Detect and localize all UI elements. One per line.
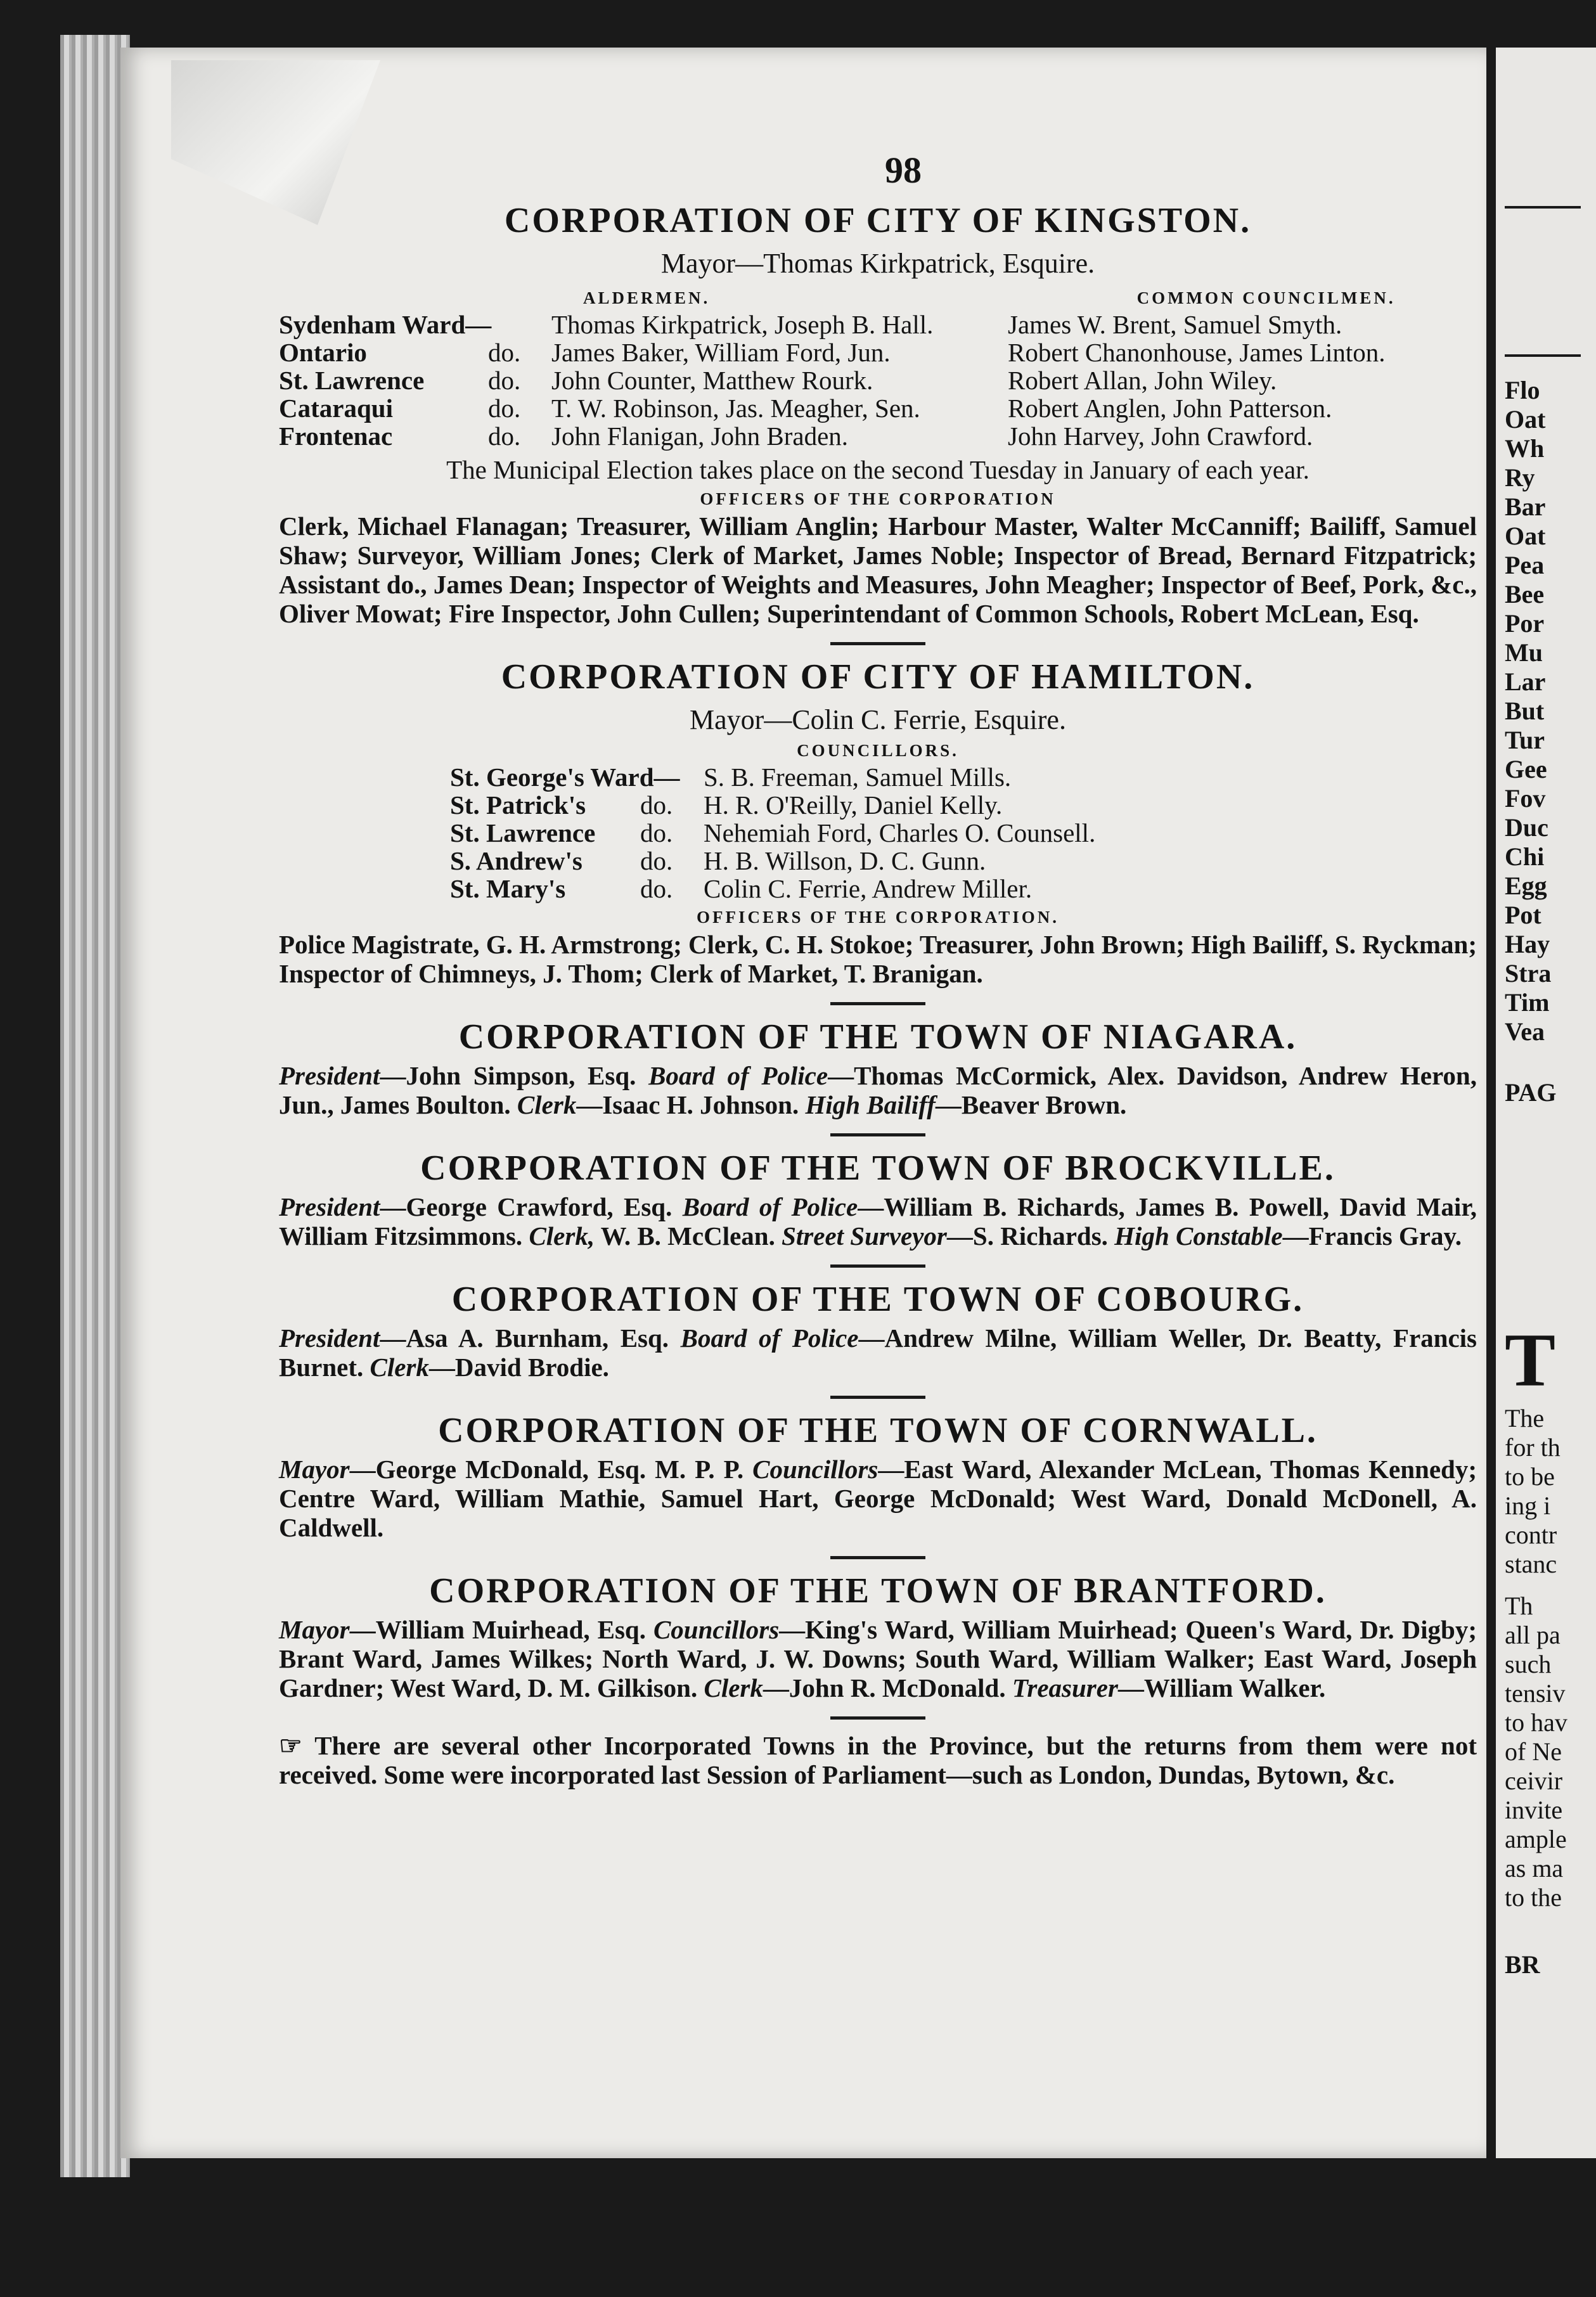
clerk-value: —Isaac H. Johnson. [576, 1090, 799, 1119]
cornwall-section [279, 1410, 1477, 1542]
councilmen-names: Robert Anglen, John Patterson. [1008, 394, 1332, 423]
brockville-section [279, 1148, 1477, 1251]
kingston-wards-table [279, 311, 1477, 450]
list-item: Ry [1505, 463, 1535, 492]
list-item: as ma [1505, 1854, 1564, 1882]
aldermen-names: T. W. Robinson, Jas. Meagher, Sen. [551, 394, 920, 423]
aldermen-names: Thomas Kirkpatrick, Joseph B. Hall. [551, 310, 934, 339]
section-divider [830, 1002, 925, 1005]
ditto: do. [488, 338, 521, 367]
clerk-label: Clerk [704, 1673, 763, 1702]
clerk-label: Clerk, [529, 1221, 595, 1251]
list-item: to hav [1505, 1708, 1567, 1737]
board-value: —Thomas McCormick, Alex. Davidson, Andrew Heron, Jun., James Boulton. [279, 1061, 1477, 1119]
ward-name: Cataraqui [279, 394, 393, 423]
list-item: Fov [1505, 784, 1546, 813]
ward-name: St. Lawrence [450, 818, 596, 847]
list-item: tensiv [1505, 1679, 1566, 1708]
list-item: Th [1505, 1592, 1533, 1620]
list-item: invite [1505, 1796, 1563, 1824]
board-value: —Andrew Milne, William Weller, Dr. Beatty, Francis Burnet. [279, 1323, 1477, 1382]
treasurer-value: —William Walker. [1117, 1673, 1326, 1702]
bottom-fragment: BR [1505, 1950, 1540, 1979]
board-value: —William B. Richards, James B. Powell, David Mair, William Fitzsimmons. [279, 1192, 1477, 1251]
ward-name: Sydenham Ward— [279, 310, 492, 339]
clerk-value: —David Brodie. [428, 1353, 609, 1382]
section-divider [830, 642, 925, 645]
ditto: do. [640, 790, 673, 820]
mayor-value: —William Muirhead, Esq. [349, 1615, 646, 1644]
footnote: ☞ There are several other Incorporated Towns in the Province, but the returns from them were not received. Some were incorporated last Session of Parliament—such as London, Dundas, Bytown, &c. [279, 1731, 1477, 1789]
president-label: President [279, 1323, 380, 1353]
section-divider [830, 1133, 925, 1136]
table-row [279, 311, 1477, 338]
board-label: Board of Police [680, 1323, 859, 1353]
ward-name: St. Lawrence [279, 366, 425, 395]
list-item: Pea [1505, 551, 1545, 579]
list-item: Tim [1505, 988, 1550, 1017]
councilmen-names: John Harvey, John Crawford. [1008, 421, 1313, 451]
list-item: to the [1505, 1883, 1562, 1912]
list-item: such [1505, 1650, 1552, 1678]
pag-label: PAG [1505, 1078, 1557, 1107]
ward-name: St. Mary's [450, 874, 566, 903]
surveyor-value: —S. Richards. [946, 1221, 1108, 1251]
bailiff-value: —Beaver Brown. [935, 1090, 1127, 1119]
councillor-names: Nehemiah Ford, Charles O. Counsell. [704, 818, 1096, 847]
cobourg-section [279, 1279, 1477, 1382]
list-item: of Ne [1505, 1737, 1562, 1766]
councillor-names: S. B. Freeman, Samuel Mills. [704, 762, 1012, 792]
list-item: all pa [1505, 1621, 1561, 1649]
book-page-edges [60, 35, 130, 2177]
councilmen-names: Robert Allan, John Wiley. [1008, 366, 1277, 395]
aldermen-names: John Flanigan, John Braden. [551, 421, 849, 451]
bailiff-label: High Bailiff [805, 1090, 936, 1119]
niagara-section [279, 1017, 1477, 1119]
list-item: Oat [1505, 405, 1546, 434]
list-item: Stra [1505, 959, 1552, 988]
mayor-label: Mayor [279, 1615, 350, 1644]
table-row [279, 394, 1477, 422]
list-item: Hay [1505, 930, 1550, 958]
clerk-value: W. B. McClean. [595, 1221, 775, 1251]
hamilton-section [279, 657, 1477, 988]
table-row [450, 791, 1477, 819]
list-item: Tur [1505, 726, 1545, 754]
hamilton-wards-table [450, 763, 1477, 903]
hamilton-heading: CORPORATION OF CITY OF HAMILTON. [501, 657, 1255, 697]
cobourg-body [279, 1323, 1477, 1382]
list-item: Por [1505, 609, 1545, 638]
kingston-officers-label: OFFICERS OF THE CORPORATION [700, 489, 1056, 508]
mayor-label: Mayor [279, 1455, 350, 1484]
price-list [1496, 376, 1596, 1046]
ward-name: St. George's Ward— [450, 762, 680, 792]
table-row [279, 366, 1477, 394]
board-label: Board of Police [648, 1061, 828, 1090]
kingston-heading: CORPORATION OF CITY OF KINGSTON. [504, 201, 1252, 240]
list-item: ample [1505, 1825, 1567, 1853]
aldermen-label: ALDERMEN. [583, 288, 711, 307]
list-item: Bee [1505, 580, 1545, 608]
board-label: Board of Police [682, 1192, 858, 1221]
hamilton-officers-label: OFFICERS OF THE CORPORATION. [696, 908, 1060, 927]
ward-name: St. Patrick's [450, 790, 586, 820]
section-divider [830, 1264, 925, 1268]
councillors-label: Councillors [653, 1615, 780, 1644]
constable-label: High Constable [1114, 1221, 1283, 1251]
election-note: The Municipal Election takes place on the second Tuesday in January of each year. [446, 455, 1310, 484]
list-item: to be [1505, 1462, 1555, 1491]
right-page-fragment [1496, 48, 1596, 2158]
ward-name: Frontenac [279, 421, 393, 451]
section-divider [830, 1556, 925, 1559]
brockville-body [279, 1192, 1477, 1251]
president-label: President [279, 1061, 380, 1090]
president-value: —John Simpson, Esq. [380, 1061, 636, 1090]
section-divider [830, 1396, 925, 1399]
brantford-section [279, 1571, 1477, 1702]
list-item: Pot [1505, 901, 1541, 929]
list-item: stanc [1505, 1550, 1557, 1578]
cornwall-body [279, 1455, 1477, 1542]
list-item: Duc [1505, 813, 1548, 842]
page-content [279, 149, 1477, 1789]
hamilton-officers: Police Magistrate, G. H. Armstrong; Clerk, C. H. Stokoe; Treasurer, John Brown; High Bailiff, S. Ryckman; Inspector of Chimneys, J. Thom; Clerk of Market, T. Branigan. [279, 930, 1477, 988]
list-item: The [1505, 1404, 1545, 1432]
kingston-mayor: Mayor—Thomas Kirkpatrick, Esquire. [660, 248, 1095, 279]
right-text-lines [1496, 1404, 1596, 1912]
hamilton-mayor: Mayor—Colin C. Ferrie, Esquire. [690, 704, 1066, 735]
list-item: ceivir [1505, 1766, 1563, 1795]
surveyor-label: Street Surveyor [782, 1221, 947, 1251]
clerk-label: Clerk [517, 1090, 577, 1119]
treasurer-label: Treasurer [1012, 1673, 1118, 1702]
councillor-names: Colin C. Ferrie, Andrew Miller. [704, 874, 1033, 903]
clerk-label: Clerk [370, 1353, 429, 1382]
page-number: 98 [885, 150, 922, 191]
ditto: do. [488, 421, 521, 451]
table-row [450, 819, 1477, 847]
mayor-value: —George McDonald, Esq. M. P. P. [349, 1455, 744, 1484]
councillors-value: —King's Ward, William Muirhead; Queen's Ward, Dr. Digby; Brant Ward, James Wilkes; North Ward, J. W. Downs; South Ward, William Walker; East Ward, Joseph Gardner; West Ward, D. M. Gilkison. [279, 1615, 1477, 1702]
councilmen-names: Robert Chanonhouse, James Linton. [1008, 338, 1386, 367]
list-item: Bar [1505, 492, 1546, 521]
ditto: do. [488, 394, 521, 423]
table-row [279, 422, 1477, 450]
councillor-names: H. R. O'Reilly, Daniel Kelly. [704, 790, 1003, 820]
right-rule [1505, 206, 1581, 209]
table-row [279, 338, 1477, 366]
list-item: Wh [1505, 434, 1545, 463]
kingston-officers: Clerk, Michael Flanagan; Treasurer, William Anglin; Harbour Master, Walter McCanniff; Bailiff, Samuel Shaw; Surveyor, William Jones; Clerk of Market, James Noble; Inspector of Bread, Bernard Fitzpatrick; Assistant do., James Dean; Inspector of Weights and Measures, John Meagher; Inspector of Beef, Pork, &c., Oliver Mowat; Fire Inspector, John Cullen; Superintendant of Common Schools, Robert McLean, Esq. [279, 512, 1477, 628]
kingston-labels [279, 283, 1477, 311]
councillor-names: H. B. Willson, D. C. Gunn. [704, 846, 986, 875]
ditto: do. [640, 874, 673, 903]
cornwall-heading: CORPORATION OF THE TOWN OF CORNWALL. [438, 1411, 1318, 1450]
councilmen-names: James W. Brent, Samuel Smyth. [1008, 310, 1342, 339]
ditto: do. [488, 366, 521, 395]
brantford-heading: CORPORATION OF THE TOWN OF BRANTFORD. [429, 1571, 1327, 1611]
list-item: But [1505, 697, 1545, 725]
ward-name: S. Andrew's [450, 846, 582, 875]
list-item: contr [1505, 1521, 1557, 1549]
right-rule [1505, 354, 1581, 357]
councillors-label: Councillors [752, 1455, 878, 1484]
aldermen-names: John Counter, Matthew Rourk. [551, 366, 873, 395]
list-item: Mu [1505, 638, 1543, 667]
list-item: Lar [1505, 667, 1546, 696]
ward-name: Ontario [279, 338, 367, 367]
section-divider [830, 1716, 925, 1720]
table-row [450, 847, 1477, 875]
president-value: —Asa A. Burnham, Esq. [380, 1323, 669, 1353]
ditto: do. [640, 818, 673, 847]
niagara-body [279, 1061, 1477, 1119]
ditto [640, 763, 704, 791]
list-item: for th [1505, 1433, 1561, 1462]
ditto [488, 311, 551, 338]
list-item: Flo [1505, 376, 1540, 404]
brockville-heading: CORPORATION OF THE TOWN OF BROCKVILLE. [420, 1148, 1335, 1188]
left-page [120, 48, 1486, 2158]
list-item: Chi [1505, 842, 1545, 871]
drop-cap: T [1505, 1318, 1556, 1402]
constable-value: —Francis Gray. [1282, 1221, 1462, 1251]
niagara-heading: CORPORATION OF THE TOWN OF NIAGARA. [458, 1017, 1297, 1057]
list-item: Vea [1505, 1017, 1545, 1046]
councillors-label: COUNCILLORS. [797, 741, 959, 760]
list-item: Egg [1505, 872, 1547, 900]
ditto: do. [640, 846, 673, 875]
councillors-value: —East Ward, Alexander McLean, Thomas Kennedy; Centre Ward, William Mathie, Samuel Hart, George McDonald; West Ward, Donald McDonell, A. Caldwell. [279, 1455, 1477, 1542]
clerk-value: —John R. McDonald. [763, 1673, 1006, 1702]
kingston-section [279, 200, 1477, 628]
list-item: Oat [1505, 522, 1546, 550]
aldermen-names: James Baker, William Ford, Jun. [551, 338, 891, 367]
brantford-body [279, 1615, 1477, 1702]
president-value: —George Crawford, Esq. [380, 1192, 673, 1221]
cobourg-heading: CORPORATION OF THE TOWN OF COBOURG. [451, 1280, 1304, 1319]
table-row [450, 875, 1477, 903]
list-item: ing i [1505, 1491, 1551, 1520]
president-label: President [279, 1192, 380, 1221]
councilmen-label: COMMON COUNCILMEN. [1136, 288, 1396, 307]
list-item: Gee [1505, 755, 1547, 783]
table-row [450, 763, 1477, 791]
